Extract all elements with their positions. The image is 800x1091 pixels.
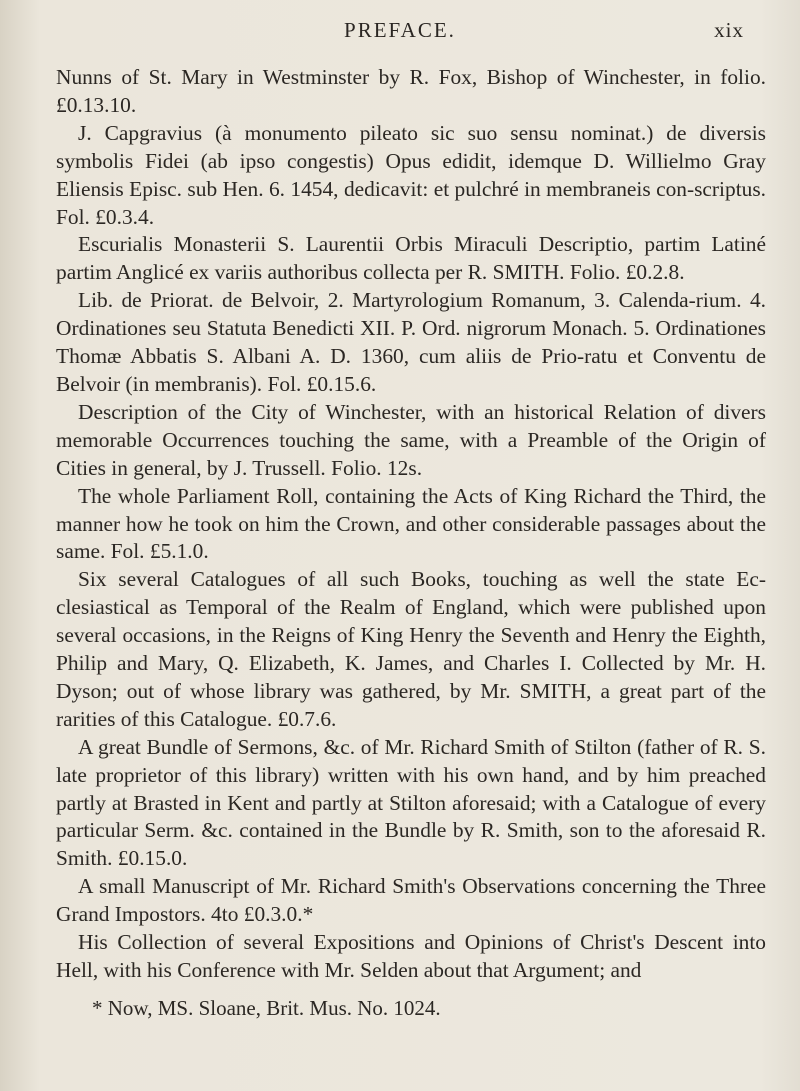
running-title: PREFACE. [344,18,456,42]
page-header [0,18,800,58]
footnote: * Now, MS. Sloane, Brit. Mus. No. 1024. [92,996,441,1020]
catalogue-entry: Nunns of St. Mary in Westminster by R. Fox, Bishop of Winchester, in folio. £0.13.10. [56,65,766,117]
catalogue-text [56,64,766,985]
catalogue-entry: J. Capgravius (à monumento pileato sic suo sensu nominat.) de diversis symbolis Fidei (ab ipso congestis) Opus edidit, idemque D. Willielmo Gray Eliensis Episc. sub Hen. 6. 1454, dedicavit: et pulchré in membraneis con-scriptus. Fol. £0.3.4. [56,120,766,229]
catalogue-entry: His Collection of several Expositions and Opinions of Christ's Descent into Hell, with his Conference with Mr. Selden about that Argument; and [56,930,766,982]
catalogue-entry: Lib. de Priorat. de Belvoir, 2. Martyrologium Romanum, 3. Calenda-rium. 4. Ordinationes seu Statuta Benedicti XII. P. Ord. nigrorum Monach. 5. Ordinationes Thomæ Abbatis S. Albani A. D. 1360, cum aliis de Prio-ratu et Conventu de Belvoir (in membranis). Fol. £0.15.6. [56,288,766,396]
catalogue-entry: A small Manuscript of Mr. Richard Smith's Observations concerning the Three Grand Impostors. 4to £0.3.0.* [56,874,766,927]
catalogue-entry: A great Bundle of Sermons, &c. of Mr. Richard Smith of Stilton (father of R. S. late proprietor of this library) written with his own hand, and by him preached partly at Brasted in Kent and partly at Stilton aforesaid; with a Catalogue of every particular Serm. &c. contained in the Bundle by R. Smith, son to the aforesaid R. Smith. £0.15.0. [56,734,766,871]
catalogue-entry: Six several Catalogues of all such Books, touching as well the state Ec-clesiastical as Temporal of the Realm of England, which were published upon several occasions, in the Reigns of King Henry the Seventh and Henry the Eighth, Philip and Mary, Q. Elizabeth, K. James, and Charles I. Collected by Mr. H. Dyson; out of whose library was gathered, by Mr. SMITH, a great part of the rarities of this Catalogue. £0.7.6. [56,567,766,731]
catalogue-entry: Escurialis Monasterii S. Laurentii Orbis Miraculi Descriptio, partim Latiné partim Anglicé ex variis authoribus collecta per R. SMITH. Folio. £0.2.8. [56,232,766,285]
page-number: xix [714,18,744,42]
catalogue-entry: The whole Parliament Roll, containing the Acts of King Richard the Third, the manner how he took on him the Crown, and other considerable passages about the same. Fol. £5.1.0. [56,483,766,564]
catalogue-entry: Description of the City of Winchester, with an historical Relation of divers memorable Occurrences touching the same, with a Preamble of the Origin of Cities in general, by J. Trussell. Folio. 12s. [56,399,766,480]
